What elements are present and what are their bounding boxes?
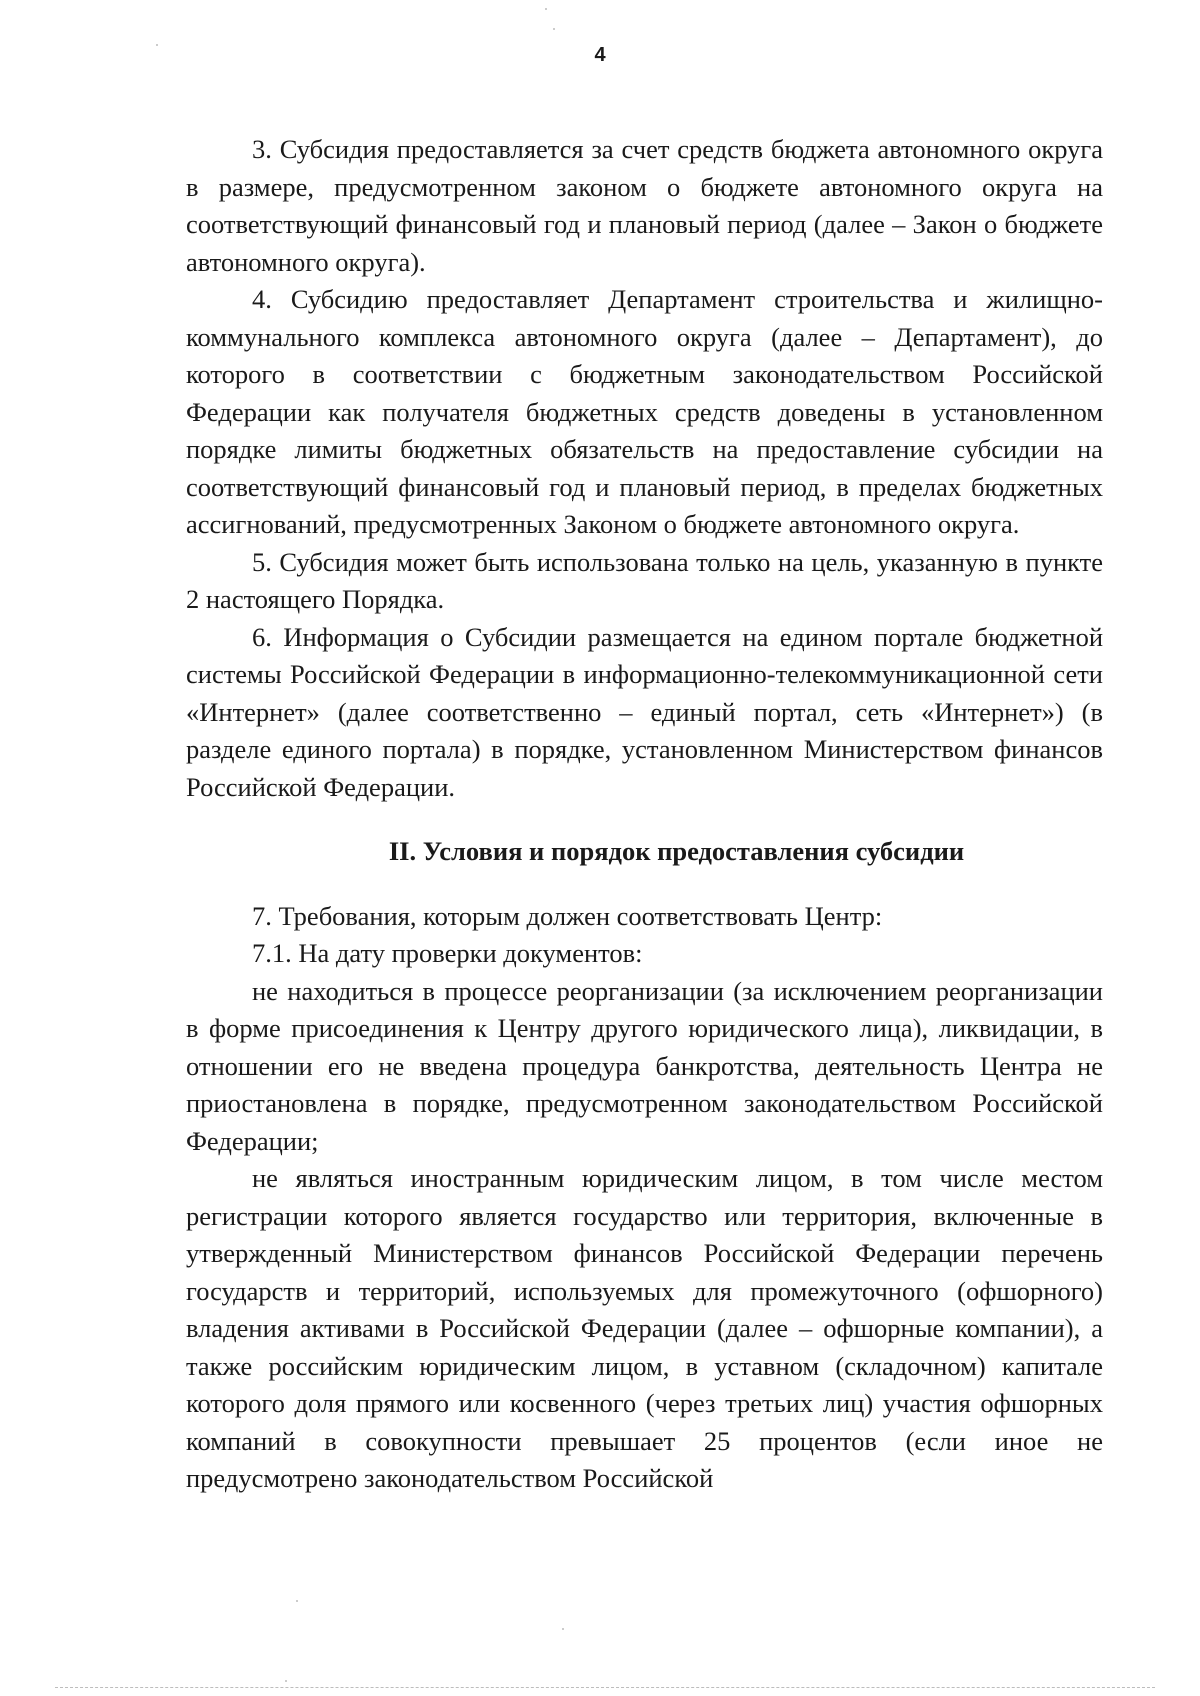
paragraph-5: 5. Субсидия может быть использована только на цель, указанную в пункте 2 настоящего Порядка. xyxy=(186,546,1103,614)
scan-speck xyxy=(296,1600,298,1602)
paragraph-7: 7. Требования, которым должен соответствовать Центр: xyxy=(252,900,883,931)
document-body xyxy=(186,131,1103,1498)
section-heading: II. Условия и порядок предоставления субсидии xyxy=(388,836,965,866)
scan-speck xyxy=(553,28,555,30)
scan-edge-line xyxy=(55,1687,1155,1688)
scan-speck xyxy=(285,1680,287,1682)
requirement-reorganization: не находиться в процессе реорганизации (за исключением реорганизации в форме присоединения к Центру другого юридического лица), ликвидации, в отношении его не введена процедура банкротства, деятельность Центра не приостановлена в порядке, предусмотренном законодательством Российской Федерации; xyxy=(186,975,1103,1156)
paragraph-6: 6. Информация о Субсидии размещается на едином портале бюджетной системы Российской Федерации в информационно-телекоммуникационной сети «Интернет» (далее соответственно – единый портал, сеть «Интернет») (в разделе единого портала) в порядке, установленном Министерством финансов Российской Федерации. xyxy=(186,621,1103,802)
scan-speck xyxy=(545,8,547,10)
paragraph-3: 3. Субсидия предоставляется за счет средств бюджета автономного округа в размере, предусмотренном законом о бюджете автономного округа на соответствующий финансовый год и плановый период (далее – Закон о бюджете автономного округа). xyxy=(186,134,1103,277)
scan-speck xyxy=(156,44,158,46)
scan-speck xyxy=(562,1628,564,1630)
paragraph-7-1: 7.1. На дату проверки документов: xyxy=(252,938,643,968)
page-number: 4 xyxy=(594,44,606,66)
paragraph-4: 4. Субсидию предоставляет Департамент строительства и жилищно-коммунального комплекса автономного округа (далее – Департамент), до которого в соответствии с бюджетным законодательством Российской Федерации как получателя бюджетных средств доведены в установленном порядке лимиты бюджетных обязательств на предоставление субсидии на соответствующий финансовый год и плановый период, в пределах бюджетных ассигнований, предусмотренных Законом о бюджете автономного округа. xyxy=(186,284,1103,539)
requirement-offshore: не являться иностранным юридическим лицом, в том числе местом регистрации которого является государство или территория, включенные в утвержденный Министерством финансов Российской Федерации перечень государств и территорий, используемых для промежуточного (офшорного) владения активами в Российской Федерации (далее – офшорные компании), а также российским юридическим лицом, в уставном (складочном) капитале которого доля прямого или косвенного (через третьих лиц) участия офшорных компаний в совокупности превышает 25 процентов (если иное не предусмотрено законодательством Российской xyxy=(186,1163,1103,1493)
